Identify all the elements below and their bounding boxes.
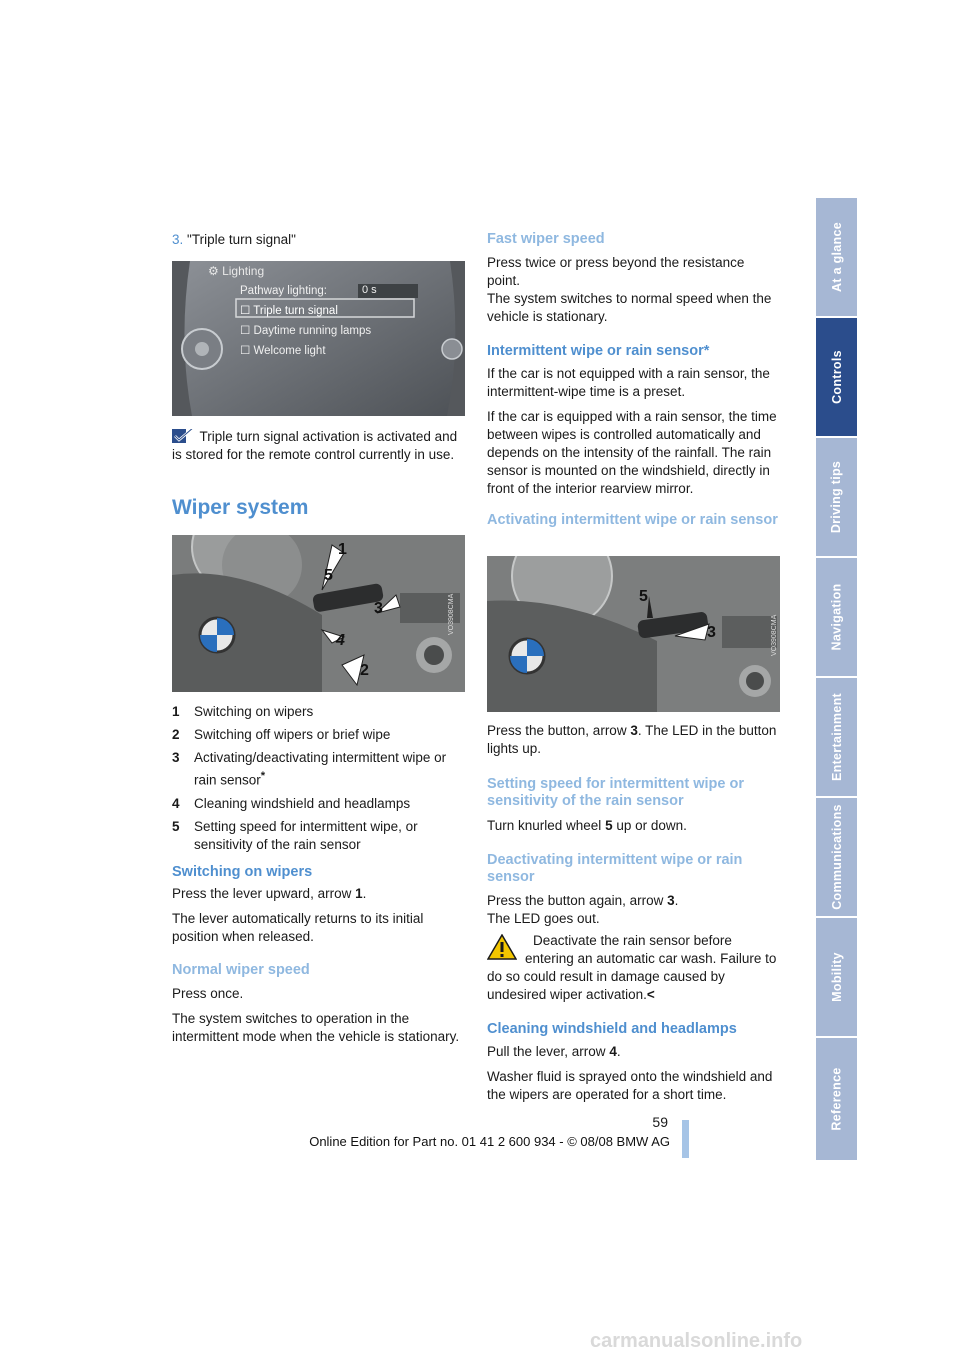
intermittent-heading: Intermittent wipe or rain sensor* <box>487 343 710 359</box>
wiper-label-5: 5 <box>324 567 333 584</box>
wiper-lever-photo <box>172 535 465 692</box>
wiper-label-4: 4 <box>336 632 345 649</box>
sidebar-tab-navigation[interactable]: Navigation <box>816 558 857 676</box>
checkbox-icon: ☐ <box>240 305 254 317</box>
checkmark-icon <box>172 429 196 443</box>
option-daytime-running-lamps[interactable]: ☐ Daytime running lamps <box>240 325 372 337</box>
option-welcome-light[interactable]: ☐ Welcome light <box>240 345 326 357</box>
setting-speed-heading: Setting speed for intermittent wipe or sensitivity of the rain sensor <box>487 776 744 809</box>
sidebar-tab-mobility[interactable]: Mobility <box>816 918 857 1036</box>
figure-code: VO3908CMA <box>771 614 778 656</box>
sidebar-tab-entertainment[interactable]: Entertainment <box>816 678 857 796</box>
rain-sensor-button-photo <box>487 556 780 712</box>
edition-line: Online Edition for Part no. 01 41 2 600 934 - © 08/08 BMW AG <box>309 1134 670 1149</box>
checkbox-icon: ☐ <box>240 345 254 357</box>
option-triple-turn-signal[interactable]: ☐ Triple turn signal <box>240 305 338 317</box>
activating-label-5: 5 <box>639 588 648 605</box>
fast-wiper-heading: Fast wiper speed <box>487 231 605 247</box>
list-item: 3 Activating/deactivating intermittent wipe or rain sensor* <box>172 750 447 788</box>
step-text: "Triple turn signal" <box>187 232 296 247</box>
sidebar-tab-at-a-glance[interactable]: At a glance <box>816 198 857 316</box>
normal-wiper-heading: Normal wiper speed <box>172 962 310 978</box>
rain-sensor-warning: Deactivate the rain sensor before entering an automatic car wash. Failure to do so could result in damage caused by undesired wiper activation.< <box>487 933 777 1002</box>
wiper-legend-list <box>172 703 466 854</box>
sidebar-tab-communications[interactable]: Communications <box>816 798 857 916</box>
watermark: carmanualsonline.info <box>590 1330 803 1352</box>
sidebar-tab-controls[interactable]: Controls <box>816 318 857 436</box>
triple-turn-note: Triple turn signal activation is activated and is stored for the remote control currently in use. <box>172 429 458 462</box>
fast-wiper-text: Press twice or press beyond the resistance point. The system switches to normal speed when the vehicle is stationary. <box>487 255 772 324</box>
activating-text: Press the button, arrow 3. The LED in the button lights up. <box>487 723 777 756</box>
wiper-label-3: 3 <box>374 600 383 617</box>
list-item: 4 Cleaning windshield and headlamps <box>172 795 411 811</box>
cleaning-text: Pull the lever, arrow 4. Washer fluid is sprayed onto the windshield and the wipers are operated for a short time. <box>487 1044 773 1102</box>
page-marker <box>682 1120 689 1158</box>
activating-heading: Activating intermittent wipe or rain sensor <box>487 512 778 528</box>
step-3 <box>172 231 466 249</box>
step-number: 3. <box>172 232 184 247</box>
warning-icon <box>487 934 517 960</box>
lighting-menu-icon: ⚙ <box>208 264 223 278</box>
setting-speed-text: Turn knurled wheel 5 up or down. <box>487 818 687 833</box>
activating-label-3: 3 <box>707 624 716 641</box>
sidebar-tab-driving-tips[interactable]: Driving tips <box>816 438 857 556</box>
lighting-title: ⚙ Lighting <box>208 264 265 278</box>
checkbox-icon: ☐ <box>240 325 254 337</box>
wiper-label-2: 2 <box>360 662 369 679</box>
lighting-menu-screenshot <box>172 261 465 416</box>
switching-on-heading: Switching on wipers <box>172 864 313 880</box>
list-item: 5 Setting speed for intermittent wipe, or sensitivity of the rain sensor <box>172 818 418 852</box>
cleaning-heading: Cleaning windshield and headlamps <box>487 1021 737 1037</box>
wiper-label-1: 1 <box>338 541 347 558</box>
normal-wiper-text: Press once. The system switches to operation in the intermittent mode when the vehicle is stationary. <box>172 986 460 1044</box>
switching-on-text: Press the lever upward, arrow 1. The lever automatically returns to its initial position when released. <box>172 886 424 944</box>
pathway-lighting-label: Pathway lighting: <box>240 285 327 297</box>
intermittent-text: If the car is not equipped with a rain sensor, the intermittent-wipe time is a preset. If the car is equipped with a rain sensor, the time between wipes is controlled automatically and depends on the intensity of the rainfall. The rain sensor is mounted on the windshield, directly in front of the interior rearview mirror. <box>487 366 777 496</box>
wiper-system-heading: Wiper system <box>172 496 309 519</box>
deactivating-text: Press the button again, arrow 3. The LED goes out. <box>487 893 679 926</box>
page-number: 59 <box>652 1114 668 1130</box>
figure-code: VO3908CMA <box>448 593 455 635</box>
deactivating-heading: Deactivating intermittent wipe or rain sensor <box>487 852 743 885</box>
sidebar-tab-reference[interactable]: Reference <box>816 1038 857 1160</box>
list-item: 1 Switching on wipers <box>172 704 314 719</box>
list-item: 2 Switching off wipers or brief wipe <box>172 727 391 742</box>
pathway-lighting-value[interactable]: 0 s <box>358 284 418 298</box>
